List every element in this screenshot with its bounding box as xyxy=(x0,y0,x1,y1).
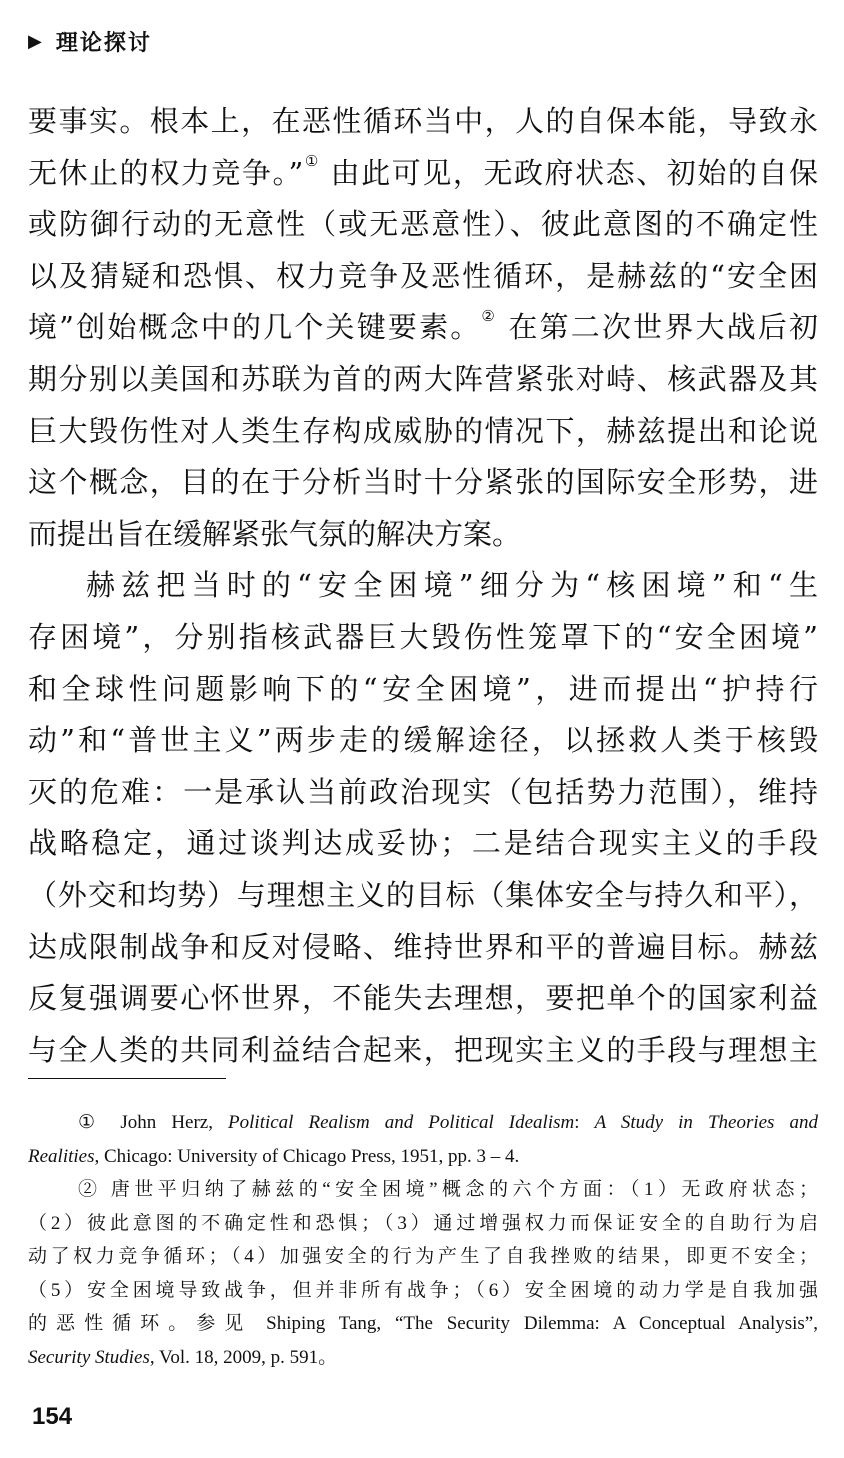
footnote-ref-2[interactable]: ② xyxy=(481,306,498,325)
footnote-2-marker: ② xyxy=(78,1179,102,1200)
footnote-1-cont: Realities, Chicago: University of Chicago Press, 1951, pp. 3 – 4. xyxy=(28,1145,520,1167)
text-line: 期分别以美国和苏联为首的两大阵营紧张对峙、核武器及其 xyxy=(28,361,818,396)
text-line: 战略稳定，通过谈判达成妥协；二是结合现实主义的手段 xyxy=(28,826,818,861)
footnote-2-line: （2）彼此意图的不确定性和恐惧；（3）通过增强权力而保证安全的自助行为启 xyxy=(28,1212,818,1234)
text-line: 反复强调要心怀世界，不能失去理想，要把单个的国家利益 xyxy=(28,981,818,1016)
footnote-2-line: 动了权力竞争循环；（4）加强安全的行为产生了自我挫败的结果，即更不安全； xyxy=(28,1246,818,1267)
text-line: 存困境”，分别指核武器巨大毁伤性笼罩下的“安全困境” xyxy=(28,619,818,654)
section-marker-icon: ▶ xyxy=(28,31,44,52)
footnote-2-line: 的恶性循环。参见 Shiping Tang, “The Security Dilemma: A Conceptual Analysis”, xyxy=(28,1313,818,1334)
running-header xyxy=(28,26,152,57)
body-text xyxy=(28,96,818,1076)
footnote-1: ① John Herz, Political Realism and Political Idealism: A Study in Theories and xyxy=(78,1112,818,1133)
text-line: 无休止的权力竞争。”① 由此可见，无政府状态、初始的自保 xyxy=(28,151,818,190)
text-line: 和全球性问题影响下的“安全困境”，进而提出“护持行 xyxy=(28,671,818,706)
footnote-2-line: Security Studies, Vol. 18, 2009, p. 591。 xyxy=(28,1346,338,1368)
text-line: 巨大毁伤性对人类生存构成威胁的情况下，赫兹提出和论说 xyxy=(28,413,818,448)
footnote-ref-1[interactable]: ① xyxy=(303,151,320,170)
footnote-divider xyxy=(28,1078,226,1079)
text-line: 达成限制战争和反对侵略、维持世界和平的普遍目标。赫兹 xyxy=(28,929,818,964)
footnotes xyxy=(28,1106,818,1374)
text-line: 以及猜疑和恐惧、权力竞争及恶性循环，是赫兹的“安全困 xyxy=(28,258,818,293)
text-line: （外交和均势）与理想主义的目标（集体安全与持久和平）， xyxy=(28,877,818,912)
text-line: 与全人类的共同利益结合起来，把现实主义的手段与理想主 xyxy=(28,1032,818,1067)
text-line: 这个概念，目的在于分析当时十分紧张的国际安全形势，进 xyxy=(28,465,818,500)
footnote-1-marker: ① xyxy=(78,1112,106,1133)
footnote-2-line: （5）安全困境导致战争，但并非所有战争；（6）安全困境的动力学是自我加强 xyxy=(28,1279,818,1301)
section-title: 理论探讨 xyxy=(55,31,152,56)
text-line: 或防御行动的无意性（或无恶意性）、彼此意图的不确定性 xyxy=(28,207,818,242)
text-line: 而提出旨在缓解紧张气氛的解决方案。 xyxy=(28,516,522,551)
footnote-2: ② 唐世平归纳了赫兹的“安全困境”概念的六个方面：（1）无政府状态； xyxy=(78,1179,818,1200)
text-line: 赫兹把当时的“安全困境”细分为“核困境”和“生 xyxy=(86,568,818,603)
text-line: 灭的危难：一是承认当前政治现实（包括势力范围），维持 xyxy=(28,774,818,809)
text-line: 动”和“普世主义”两步走的缓解途径，以拯救人类于核毁 xyxy=(28,723,818,758)
text-line: 境”创始概念中的几个关键要素。② 在第二次世界大战后初 xyxy=(28,306,819,345)
page-number: 154 xyxy=(32,1403,73,1430)
text-line: 要事实。根本上，在恶性循环当中，人的自保本能，导致永 xyxy=(28,104,818,138)
